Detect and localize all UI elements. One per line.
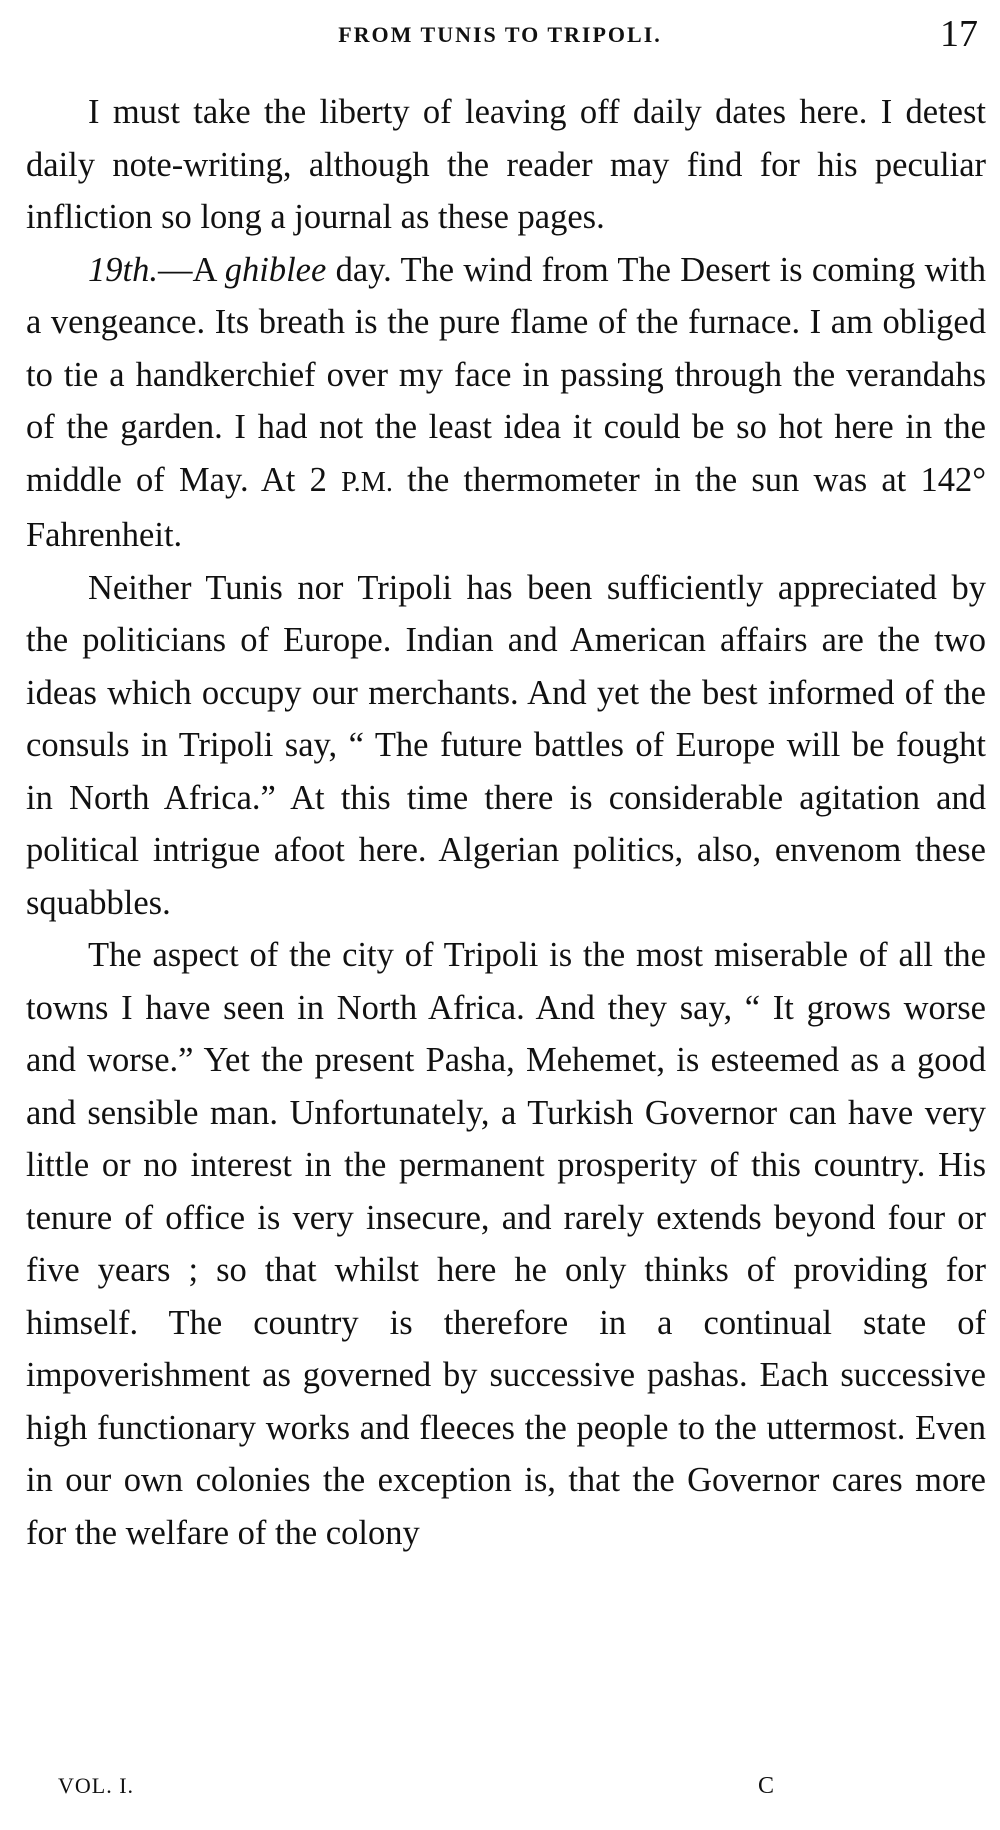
time-marker: P.M. — [341, 466, 393, 498]
running-title: FROM TUNIS TO TRIPOLI. — [338, 22, 662, 47]
page-header — [0, 10, 1000, 60]
volume-mark: VOL. I. — [58, 1773, 135, 1798]
body-text — [26, 86, 986, 1559]
paragraph-2 — [26, 244, 986, 562]
signature-mark: C — [758, 1773, 775, 1799]
paragraph-4: The aspect of the city of Tripoli is the most miserable of all the towns I have seen in North Africa. And they say, “ It grows worse and worse.” Yet the present Pasha, Mehemet, is esteemed as a good and sensible man. Unfortunately, a Turkish Governor can have very little or no interest in the permanent prosperity of this country. His tenure of office is very insecure, and rarely extends beyond four or five years ; so that whilst here he only thinks of providing for himself. The country is therefore in a continual state of impoverishment as governed by successive pashas. Each successive high functionary works and fleeces the people to the uttermost. Even in our own colonies the exception is, that the Governor cares more for the welfare of the colony — [26, 936, 986, 1552]
date-dash: —A — [157, 250, 225, 289]
paragraph-2-text-a: day. The wind from The Desert is coming with a vengeance. Its breath is the pure flame of the furnace. I am obliged to tie a handkerchief over my face in passing through the verandahs of the garden. I had not the least idea it could be so hot here in the middle of May. At 2 — [26, 250, 986, 499]
paragraph-3: Neither Tunis nor Tripoli has been sufficiently appreciated by the politicians of Europe. Indian and American affairs are the two ideas which occupy our merchants. And yet the best informed of the consuls in Tripoli say, “ The future battles of Europe will be fought in North Africa.” At this time there is considerable agitation and political intrigue afoot here. Algerian politics, also, envenom these squabbles. — [26, 568, 986, 922]
paragraph-1: I must take the liberty of leaving off daily dates here. I detest daily note-writing, although the reader may find for his peculiar infliction so long a journal as these pages. — [26, 93, 986, 236]
date-label: 19th. — [88, 250, 158, 289]
ghiblee-term: ghiblee — [224, 250, 327, 289]
page-number: 17 — [940, 13, 978, 55]
page-footer — [0, 1773, 1000, 1813]
paragraph-2-text-b: the thermometer in the sun was at 142° Fahrenheit. — [26, 460, 986, 554]
